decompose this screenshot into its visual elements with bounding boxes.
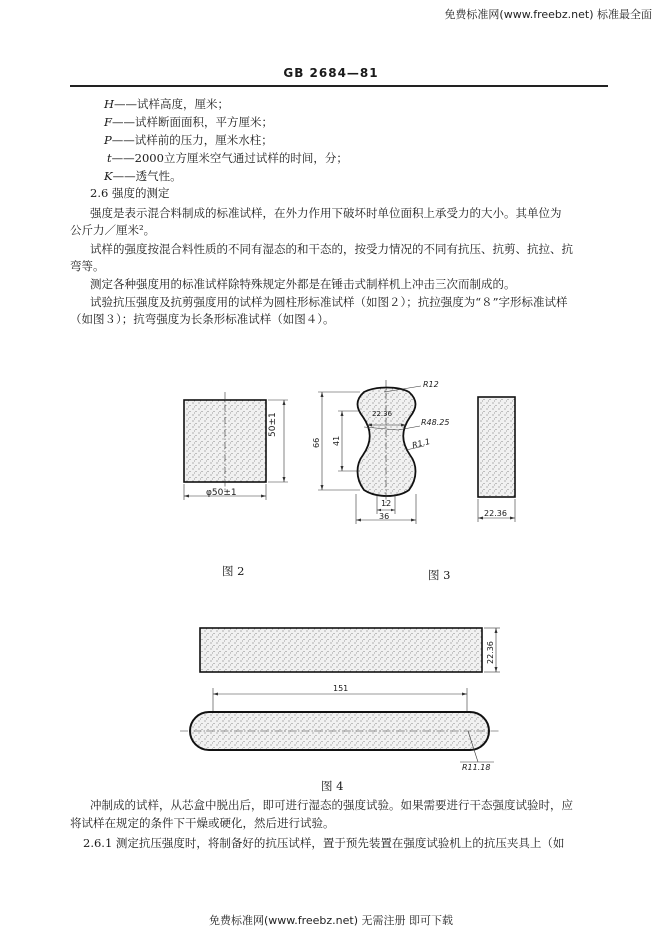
paragraph-2-line-2: 弯等。 — [70, 259, 105, 273]
fig3-r4825-label: R48.25 — [421, 418, 450, 427]
paragraph-1-line-2: 公斤力／厘米²。 — [70, 223, 156, 237]
fig3-caption: 图 3 — [428, 568, 451, 582]
fig3-r12-label: R12 — [423, 380, 439, 389]
fig3-r11-label: R1.1 — [411, 436, 432, 451]
fig2-height-label: 50±1 — [268, 412, 278, 437]
paragraph-4-line-1: 试验抗压强度及抗剪强度用的试样为圆柱形标准试样（如图２）；抗拉强度为“８”字形标准试样 — [90, 295, 568, 309]
paragraph-5-line-2: 将试样在规定的条件下干燥或硬化，然后进行试验。 — [70, 816, 335, 830]
definition-p: P——试样前的压力，厘米水柱； — [104, 133, 273, 147]
fig4-radius-label: R11.18 — [462, 763, 491, 772]
paragraph-1-line-1: 强度是表示混合料制成的标准试样，在外力作用下破坏时单位面积上承受力的大小。其单位为 — [90, 206, 562, 220]
fig3-side-width-label: 22.36 — [484, 509, 507, 518]
fig2-diameter-label: φ50±1 — [206, 488, 237, 498]
paragraph-2-line-1: 试样的强度按混合料性质的不同有湿态的和干态的，按受力情况的不同有抗压、抗剪、抗拉、抗 — [90, 242, 573, 256]
definition-t: t——2000立方厘米空气通过试样的时间，分； — [107, 151, 348, 165]
fig4-caption: 图 4 — [321, 779, 344, 793]
side-view-specimen-body — [478, 397, 515, 497]
definition-f: F——试样断面面积，平方厘米； — [104, 115, 273, 129]
standard-code-header: GB 2684—81 — [283, 66, 379, 80]
figure-3-side-view — [478, 397, 515, 522]
fig3-width-12-label: 12 — [381, 499, 392, 508]
fig3-height-41-label: 41 — [332, 435, 341, 446]
fig2-caption: 图 2 — [222, 564, 245, 578]
fig4-height-label: 22.36 — [486, 641, 495, 664]
bar-specimen-front-view — [200, 628, 482, 672]
definition-k: K——透气性。 — [104, 169, 182, 183]
figure-eight-specimen-body — [358, 388, 416, 497]
paragraph-5-line-1: 冲制成的试样，从芯盒中脱出后，即可进行湿态的强度试验。如果需要进行干态强度试验时，应 — [90, 798, 573, 812]
paragraph-3: 测定各种强度用的标准试样除特殊规定外都是在锤击式制样机上冲击三次而制成的。 — [90, 277, 516, 291]
paragraph-6: 2.6.1 测定抗压强度时，将制备好的抗压试样，置于预先装置在强度试验机上的抗压夹具上（如 — [83, 836, 565, 850]
fig3-height-66-label: 66 — [312, 437, 321, 448]
fig4-length-label: 151 — [333, 684, 349, 693]
fig3-width-36-label: 36 — [379, 512, 390, 521]
figure-2-cylinder — [184, 392, 288, 500]
definition-h: H——试样高度，厘米； — [104, 97, 230, 111]
figure-4-bar — [180, 628, 500, 762]
fig3-neck-width-label: 22.36 — [372, 410, 393, 418]
site-banner-top: 免费标准网(www.freebz.net) 标准最全面 — [444, 8, 652, 21]
site-banner-bottom: 免费标准网(www.freebz.net) 无需注册 即可下载 — [208, 914, 454, 927]
paragraph-4-line-2: （如图３）；抗弯强度为长条形标准试样（如图４）。 — [70, 312, 335, 326]
figure-3-figure-eight — [318, 380, 424, 524]
section-heading: 2.6 强度的测定 — [90, 186, 170, 200]
